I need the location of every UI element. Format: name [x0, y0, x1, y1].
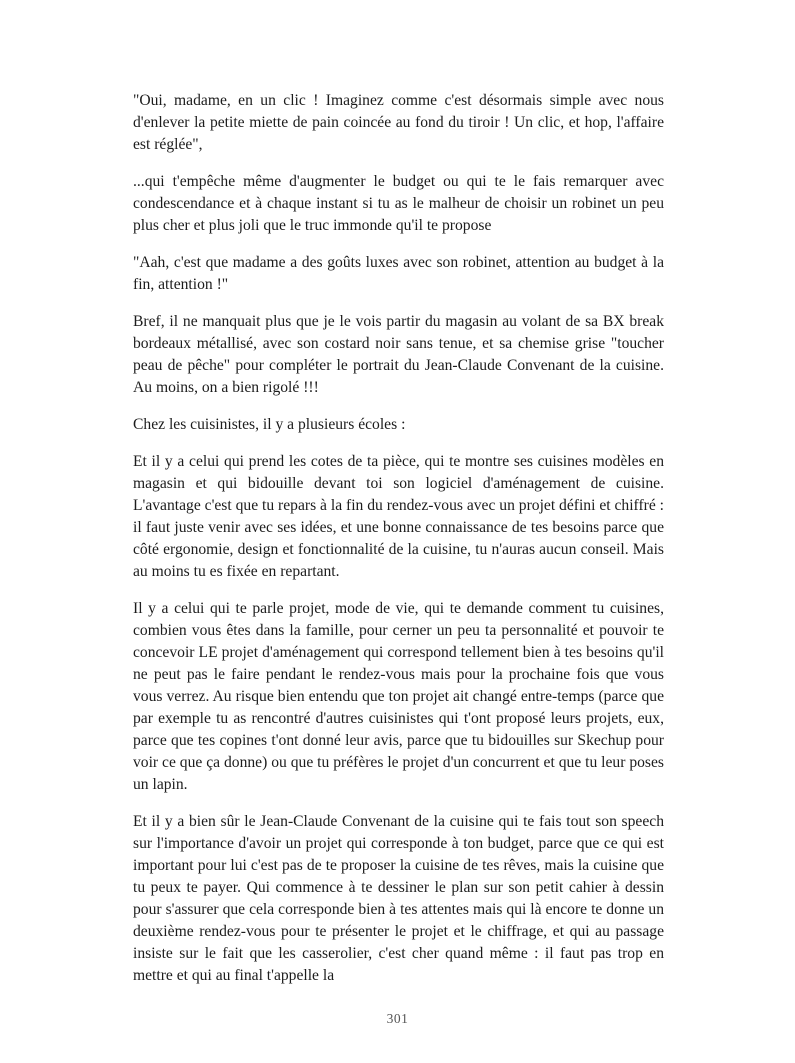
paragraph-cuisiniste-1: Et il y a celui qui prend les cotes de ta pièce, qui te montre ses cuisines modèles en magasin et qui bidouille devant toi son logiciel d'aménagement de cuisine. L'avantage c'est que tu repars à la fin du rendez-vous avec un projet défini et chiffré : il faut juste venir avec ses idées, et une bonne connaissance de tes besoins parce que côté ergonomie, design et fonctionnalité de la cuisine, tu n'auras aucun conseil. Mais au moins tu es fixée en repartant. — [133, 453, 664, 580]
paragraph-budget: ...qui t'empêche même d'augmenter le budget ou qui te le fais remarquer avec condescendance et à chaque instant si tu as le malheur de choisir un robinet un peu plus cher et plus joli que le truc immonde qu'il te propose — [133, 173, 664, 234]
paragraph-quote-1: "Oui, madame, en un clic ! Imaginez comme c'est désormais simple avec nous d'enlever la petite miette de pain coincée au fond du tiroir ! Un clic, et hop, l'affaire est réglée", — [133, 92, 664, 153]
paragraph-quote-2: "Aah, c'est que madame a des goûts luxes avec son robinet, attention au budget à la fin, attention !" — [133, 254, 664, 293]
paragraph-cuisiniste-3: Et il y a bien sûr le Jean-Claude Convenant de la cuisine qui te fais tout son speech sur l'importance d'avoir un projet qui corresponde à ton budget, parce que ce qui est important pour lui c'est pas de te proposer la cuisine de tes rêves, mais la cuisine que tu peux te payer. Qui commence à te dessiner le plan sur son petit cahier à dessin pour s'assurer que cela corresponde bien à tes attentes mais qui là encore te donne un deuxième rendez-vous pour te présenter le projet et le chiffrage, et qui au passage insiste sur le fait que les casserolier, c'est cher quand même : il faut pas trop en mettre et qui au final t'appelle la — [133, 813, 664, 984]
page-footer — [0, 1010, 795, 1028]
paragraph-ecoles: Chez les cuisinistes, il y a plusieurs écoles : — [133, 416, 406, 433]
page-content — [133, 90, 664, 987]
paragraph-bref: Bref, il ne manquait plus que je le vois partir du magasin au volant de sa BX break bordeaux métallisé, avec son costard noir sans tenue, et sa chemise grise "toucher peau de pêche" pour compléter le portrait du Jean-Claude Convenant de la cuisine. Au moins, on a bien rigolé !!! — [133, 313, 664, 396]
page-number: 301 — [386, 1011, 409, 1026]
paragraph-cuisiniste-2: Il y a celui qui te parle projet, mode de vie, qui te demande comment tu cuisines, combien vous êtes dans la famille, pour cerner un peu ta personnalité et pouvoir te concevoir LE projet d'aménagement qui correspond tellement bien à tes besoins qu'il ne peut pas le faire pendant le rendez-vous mais pour la prochaine fois que vous vous verrez. Au risque bien entendu que ton projet ait changé entre-temps (parce que par exemple tu as rencontré d'autres cuisinistes qui t'ont proposé leurs projets, eux, parce que tes copines t'ont donné leur avis, parce que tu bidouilles sur Skechup pour voir ce que ça donne) ou que tu préfères le projet d'un concurrent et que tu leur poses un lapin. — [133, 600, 664, 793]
